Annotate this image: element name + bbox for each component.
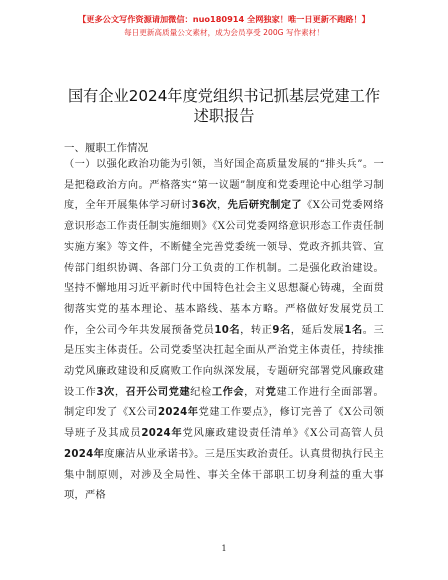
text-run: ， (217, 200, 228, 212)
text-run: ，延后发展 (290, 324, 345, 336)
text-run: 度廉洁从业承诺书》。三是压实政治责任。认真贯彻执行民主集中制原则，对涉及全局性、事关全体干部职工切身利益的重大事项，严格 (64, 448, 385, 502)
text-run: ， (114, 386, 126, 398)
text-run: ，对 (244, 386, 266, 398)
promo-banner-line2: 每日更新高质量公文素材，成为会员享受 200G 写作素材！ (124, 28, 324, 37)
bold-text-run: 2024年 (64, 448, 105, 460)
bold-text-run: 1名 (344, 324, 363, 336)
text-run: 建工作进行全面部署。制定印发了《X公司 (64, 386, 384, 419)
text-run: （一）以强化政治功能为引领，当好国企高质量发展的“排头兵”。一是把稳政治方向。严格落实“第一议题”制度和党委理论中心组学习制度，全年开展集体学习研讨 (64, 159, 384, 212)
page-number: 1 (221, 544, 227, 553)
bold-text-run: 10名 (214, 324, 241, 336)
bold-text-run: 先后研究制定了 (227, 200, 303, 212)
document-title-line2: 述职报告 (193, 107, 255, 125)
document-title-line1: 国有企业2024年度党组织书记抓基层党建工作 (67, 87, 381, 105)
body-paragraph (64, 155, 384, 507)
text-run: ，转正 (240, 324, 273, 336)
section-heading: 一、履职工作情况 (64, 142, 148, 154)
bold-text-run: 党 (265, 386, 277, 398)
bold-text-run: 2024年 (141, 428, 183, 440)
text-run: 《X公司党委网络意识形态工作责任制实施细则》《X公司党委网络意识形态工作责任制实施方案》等文件，不断健全完善党委统一领导、党政齐抓共管、宣传部门组织协调、各部门分工负责的工作机制。二是强化政治建设。坚持不懈地用习近平新时代中国特色社会主义思想凝心铸魂，全面贯彻落实党的基本理论、基本路线、基本方略。严格做好发展党员工作，全公司今年共发展预备党员 (64, 200, 384, 336)
bold-text-run: 工作会 (211, 386, 245, 398)
text-run: 纪检 (190, 386, 212, 398)
bold-text-run: 9名 (272, 324, 291, 336)
bold-text-run: 36次 (191, 200, 218, 212)
bold-text-run: 召开公司党建 (125, 386, 191, 398)
text-run: 党建工作要点》，修订完善了《X公司领导班子及其成员 (64, 407, 385, 440)
bold-text-run: 3次 (96, 386, 115, 398)
promo-banner-line1: 【更多公文写作资源请加微信：nuo180914 全网独家！唯一日更新不跑路！】 (78, 14, 370, 24)
bold-text-run: 2024年 (157, 407, 199, 419)
text-run: 。三是压实主体责任。公司党委坚决扛起全面从严治党主体责任，持续推动党风廉政建设和反腐败工作向纵深发展，专题研究部署党风廉政建设工作 (64, 324, 384, 398)
text-run: 党风廉政建设责任清单》《X公司高管人员 (182, 428, 385, 440)
